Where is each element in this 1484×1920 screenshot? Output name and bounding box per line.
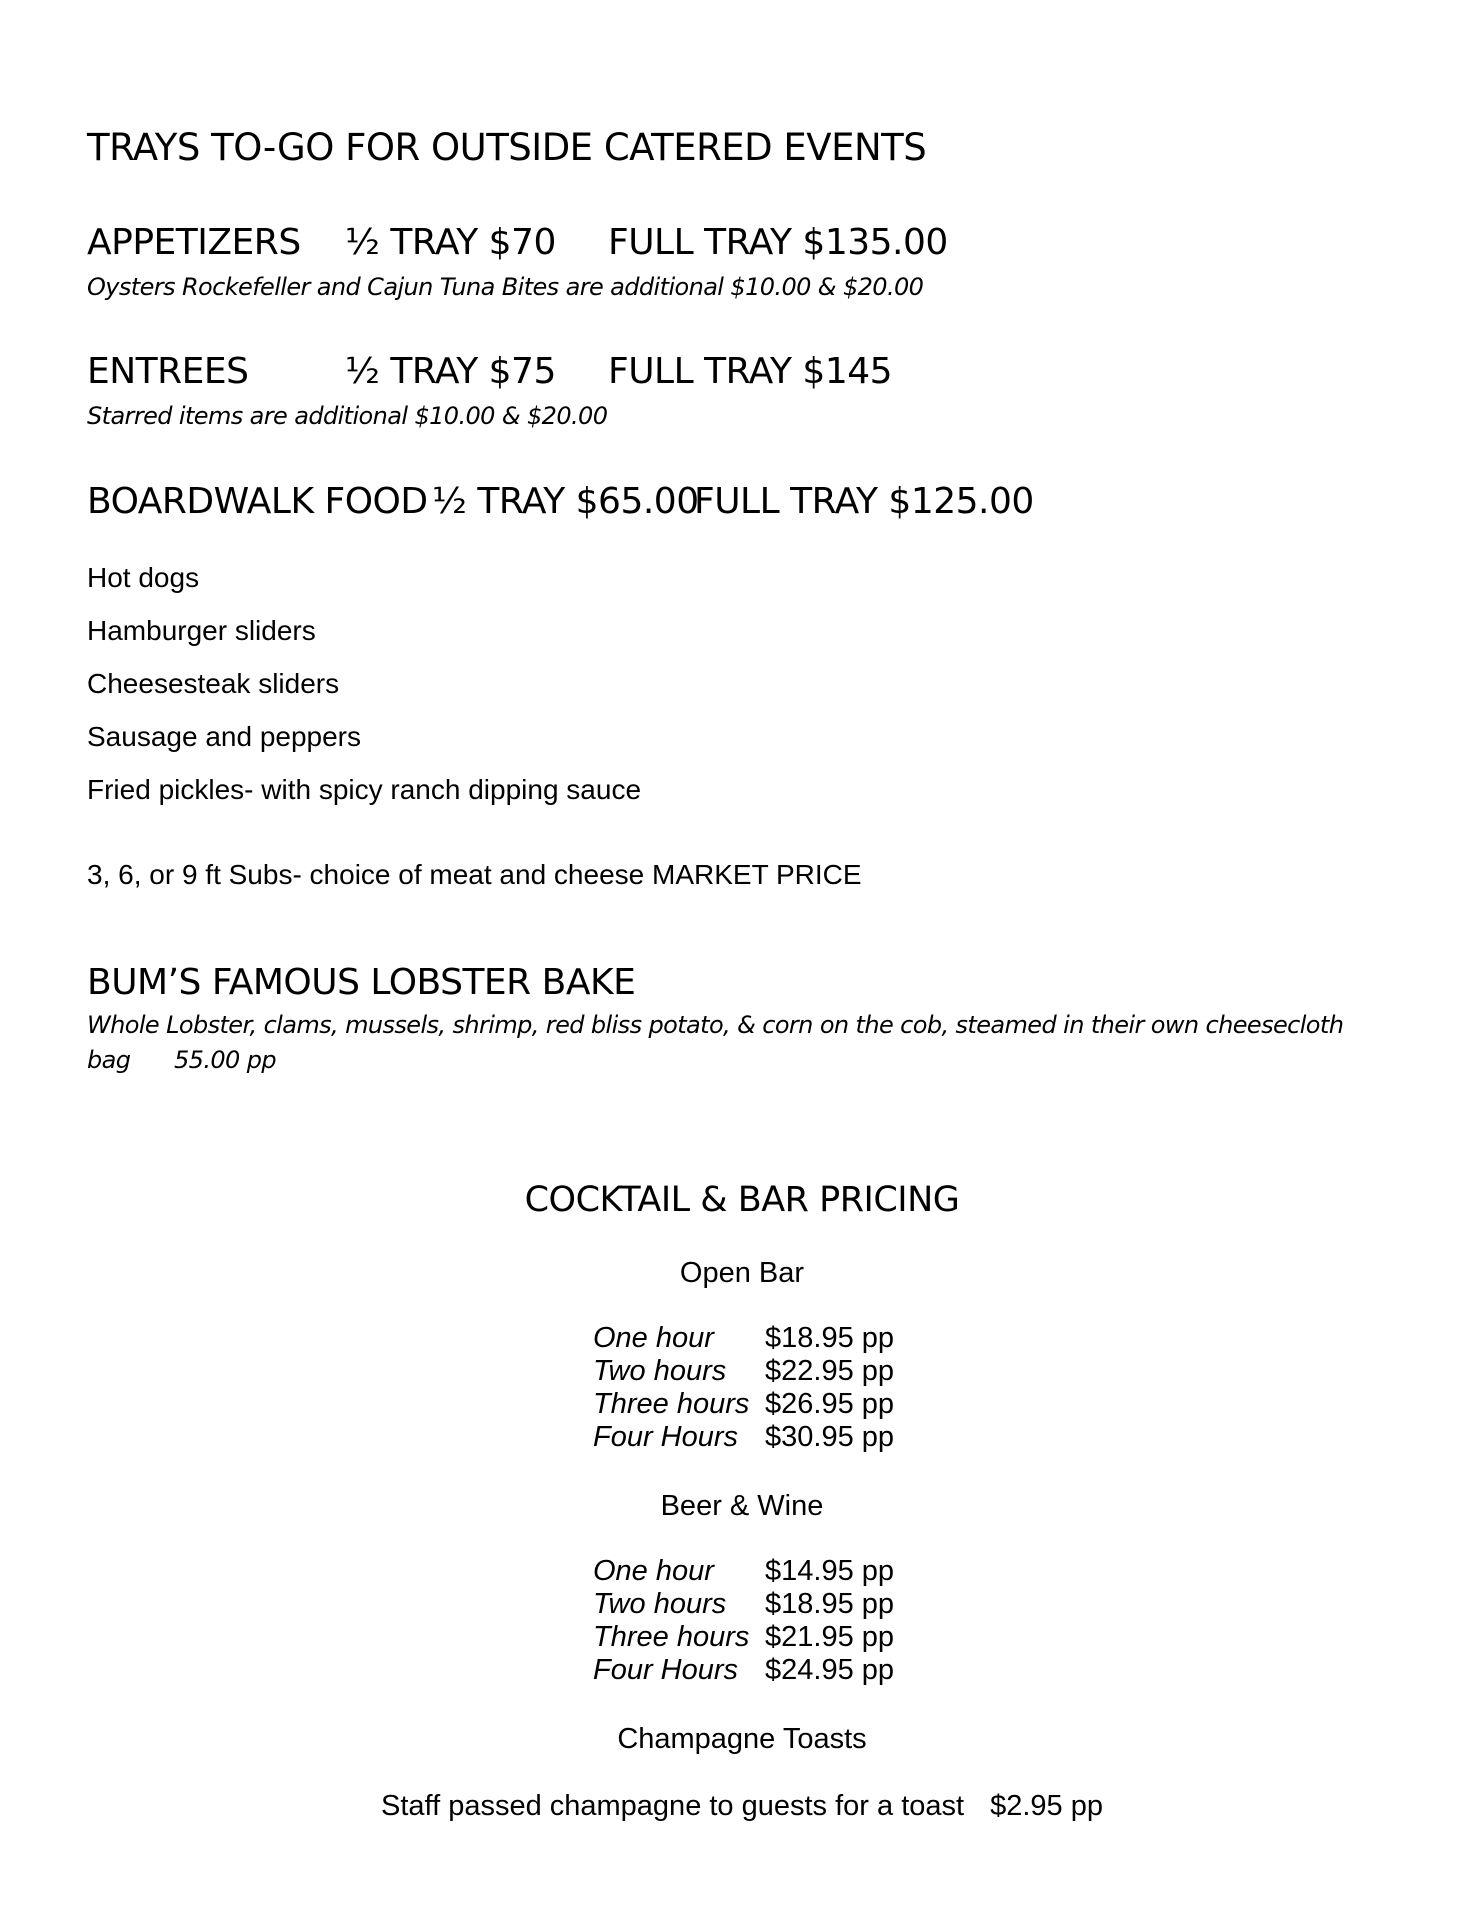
appetizers-note: Oysters Rockefeller and Cajun Tuna Bites are additional $10.00 & $20.00 xyxy=(87,273,924,301)
duration-label: One hour xyxy=(593,1555,714,1587)
table-row xyxy=(593,1654,894,1687)
boardwalk-heading: BOARDWALK FOOD xyxy=(87,481,428,522)
list-item: Hamburger sliders xyxy=(87,615,316,646)
boardwalk-half-price: ½ TRAY $65.00 xyxy=(432,481,699,522)
duration-label: Two hours xyxy=(593,1588,727,1620)
entrees-half-price: ½ TRAY $75 xyxy=(345,351,556,392)
appetizers-half-price: ½ TRAY $70 xyxy=(345,222,556,263)
duration-label: Three hours xyxy=(593,1388,750,1420)
champagne-line xyxy=(0,1790,1484,1823)
boardwalk-full-price: FULL TRAY $125.00 xyxy=(694,481,1034,522)
duration-label: Three hours xyxy=(593,1621,750,1653)
table-row xyxy=(593,1621,894,1654)
price-value: $30.95 pp xyxy=(765,1421,895,1453)
list-item: Fried pickles- with spicy ranch dipping sauce xyxy=(87,774,642,805)
price-value: $14.95 pp xyxy=(765,1555,895,1587)
champagne-price: $2.95 pp xyxy=(990,1790,1103,1822)
beer-wine-heading: Beer & Wine xyxy=(660,1490,824,1522)
table-row xyxy=(593,1388,894,1421)
champagne-heading: Champagne Toasts xyxy=(617,1723,867,1755)
lobster-description: Whole Lobster, clams, mussels, shrimp, red bliss potato, & corn on the cob, steamed in their own cheesecloth xyxy=(87,1011,1344,1039)
lobster-heading: BUM’S FAMOUS LOBSTER BAKE xyxy=(87,962,636,1003)
beer-wine-table xyxy=(593,1555,894,1687)
entrees-note: Starred items are additional $10.00 & $20.00 xyxy=(87,402,608,430)
price-value: $21.95 pp xyxy=(765,1621,895,1653)
appetizers-full-price: FULL TRAY $135.00 xyxy=(608,222,948,263)
entrees-full-price: FULL TRAY $145 xyxy=(608,351,893,392)
price-value: $18.95 pp xyxy=(765,1588,895,1620)
duration-label: Four Hours xyxy=(593,1654,739,1686)
open-bar-heading: Open Bar xyxy=(679,1257,805,1289)
table-row xyxy=(593,1588,894,1621)
price-value: $22.95 pp xyxy=(765,1355,895,1387)
open-bar-table xyxy=(593,1322,894,1454)
lobster-description-cont: bag xyxy=(87,1046,131,1074)
price-value: $26.95 pp xyxy=(765,1388,895,1420)
list-item: Sausage and peppers xyxy=(87,721,361,752)
subs-line: 3, 6, or 9 ft Subs- choice of meat and cheese MARKET PRICE xyxy=(87,859,862,890)
duration-label: Four Hours xyxy=(593,1421,739,1453)
bar-title: COCKTAIL & BAR PRICING xyxy=(524,1180,960,1220)
page-title: TRAYS TO-GO FOR OUTSIDE CATERED EVENTS xyxy=(87,126,927,169)
champagne-description: Staff passed champagne to guests for a toast xyxy=(381,1790,965,1822)
lobster-price: 55.00 pp xyxy=(174,1046,277,1074)
duration-label: One hour xyxy=(593,1322,714,1354)
entrees-heading: ENTREES xyxy=(87,351,249,392)
table-row xyxy=(593,1421,894,1454)
price-value: $24.95 pp xyxy=(765,1654,895,1686)
duration-label: Two hours xyxy=(593,1355,727,1387)
list-item: Hot dogs xyxy=(87,562,200,593)
table-row xyxy=(593,1555,894,1588)
list-item: Cheesesteak sliders xyxy=(87,668,340,699)
table-row xyxy=(593,1322,894,1355)
price-value: $18.95 pp xyxy=(765,1322,895,1354)
table-row xyxy=(593,1355,894,1388)
appetizers-heading: APPETIZERS xyxy=(87,222,301,263)
